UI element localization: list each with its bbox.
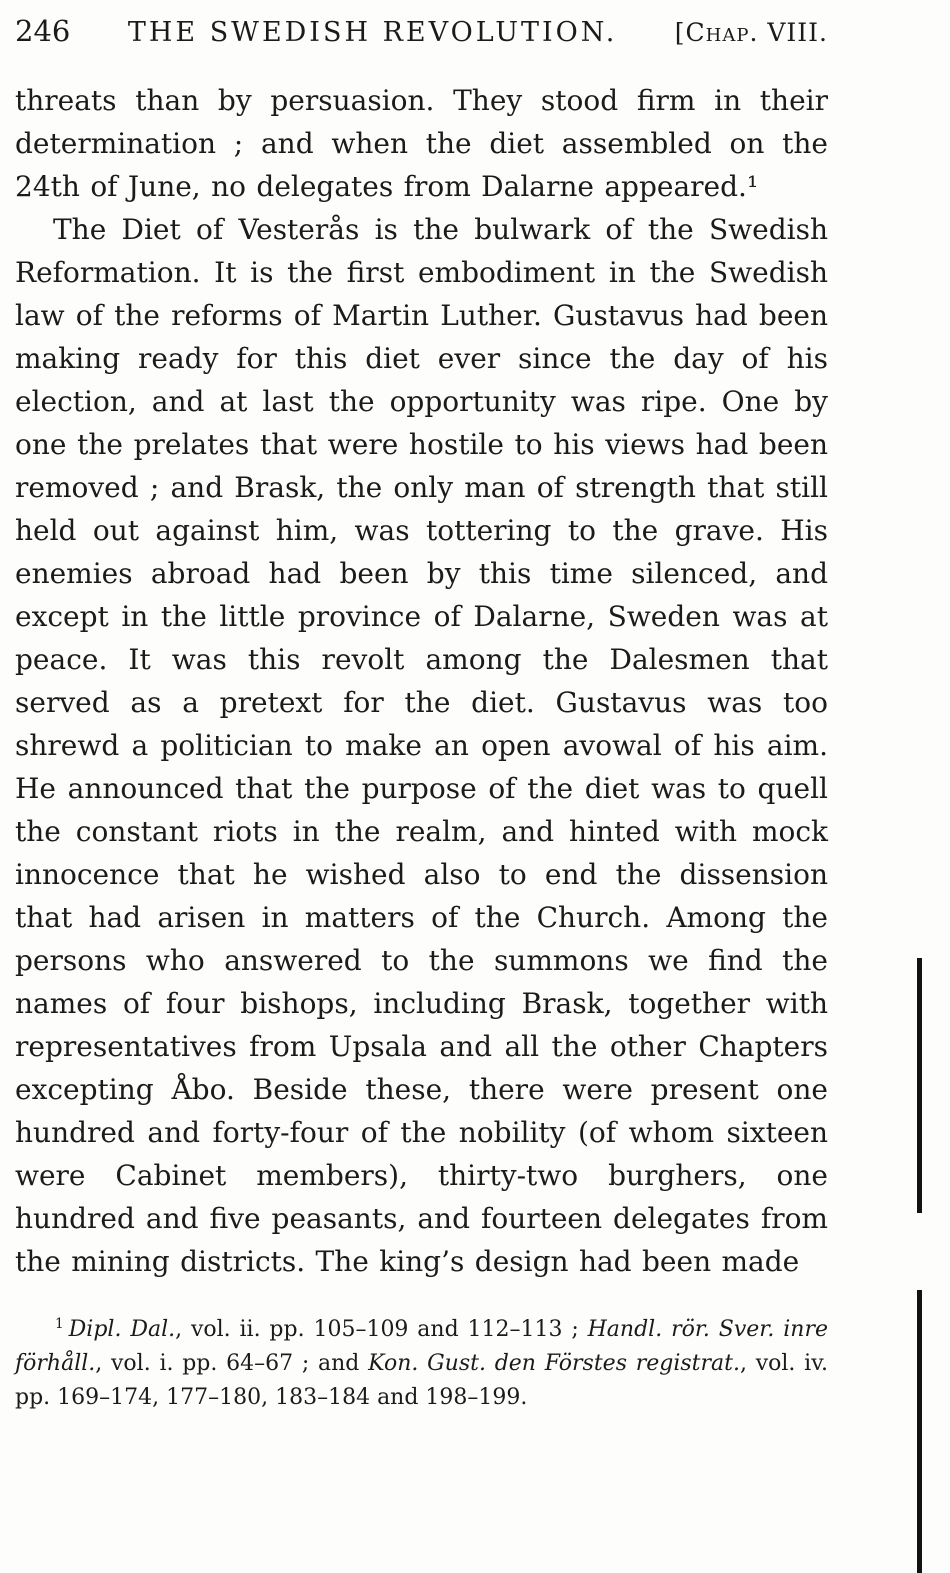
- chapter-label: [Chap. VIII.: [674, 18, 828, 47]
- page-number: 246: [15, 14, 71, 48]
- footnote-text: [15, 1317, 828, 1410]
- footnote-marker: 1: [55, 1316, 64, 1333]
- paragraph-container: [15, 79, 828, 1283]
- footnote-citation-detail: , vol. i. pp. 64–67 ; and: [95, 1351, 369, 1377]
- scan-artifact-line: [917, 958, 922, 1213]
- paragraph-2: The Diet of Vesterås is the bulwark of the Swedish Reformation. It is the first embodiment in the Swedish law of the reforms of Martin Luther. Gustavus had been making ready for this diet ever since the day of his election, and at last the opportunity was ripe. One by one the prelates that were hostile to his views had been removed ; and Brask, the only man of strength that still held out against him, was tottering to the grave. His enemies abroad had been by this time silenced, and except in the little province of Dalarne, Sweden was at peace. It was this revolt among the Dalesmen that served as a pretext for the diet. Gustavus was too shrewd a politician to make an open avowal of his aim. He announced that the purpose of the diet was to quell the constant riots in the realm, and hinted with mock innocence that he wished also to end the dissension that had arisen in matters of the Church. Among the persons who answered to the summons we find the names of four bishops, including Brask, together with representatives from Upsala and all the other Chapters excepting Åbo. Beside these, there were present one hundred and forty-four of the nobility (of whom sixteen were Cabinet members), thirty-two burghers, one hundred and five peasants, and fourteen delegates from the mining districts. The king’s design had been made: [15, 213, 828, 1279]
- scan-artifact-line: [917, 1290, 922, 1573]
- footnote-citation-detail: , vol. ii. pp. 105–109 and 112–113 ;: [175, 1317, 588, 1343]
- footnote: [15, 1313, 828, 1415]
- page-header: [15, 0, 828, 49]
- paragraph-1: threats than by persuasion. They stood firm in their determination ; and when the diet assembled on the 24th of June, no delegates from Dalarne appeared.¹: [15, 84, 828, 204]
- page-body: [15, 79, 828, 1283]
- footnote-work-title: Handl. rör. Sver. inre förhåll.: [15, 1317, 828, 1377]
- footnote-work-title: Kon. Gust. den Förstes registrat.: [368, 1351, 740, 1377]
- footnote-work-title: Dipl. Dal.: [68, 1317, 176, 1343]
- footnote-citation-detail: , vol. iv. pp. 169–174, 177–180, 183–184 and 198–199.: [15, 1351, 829, 1411]
- running-title: THE SWEDISH REVOLUTION.: [127, 17, 618, 48]
- footnote-paragraph: [15, 1313, 828, 1415]
